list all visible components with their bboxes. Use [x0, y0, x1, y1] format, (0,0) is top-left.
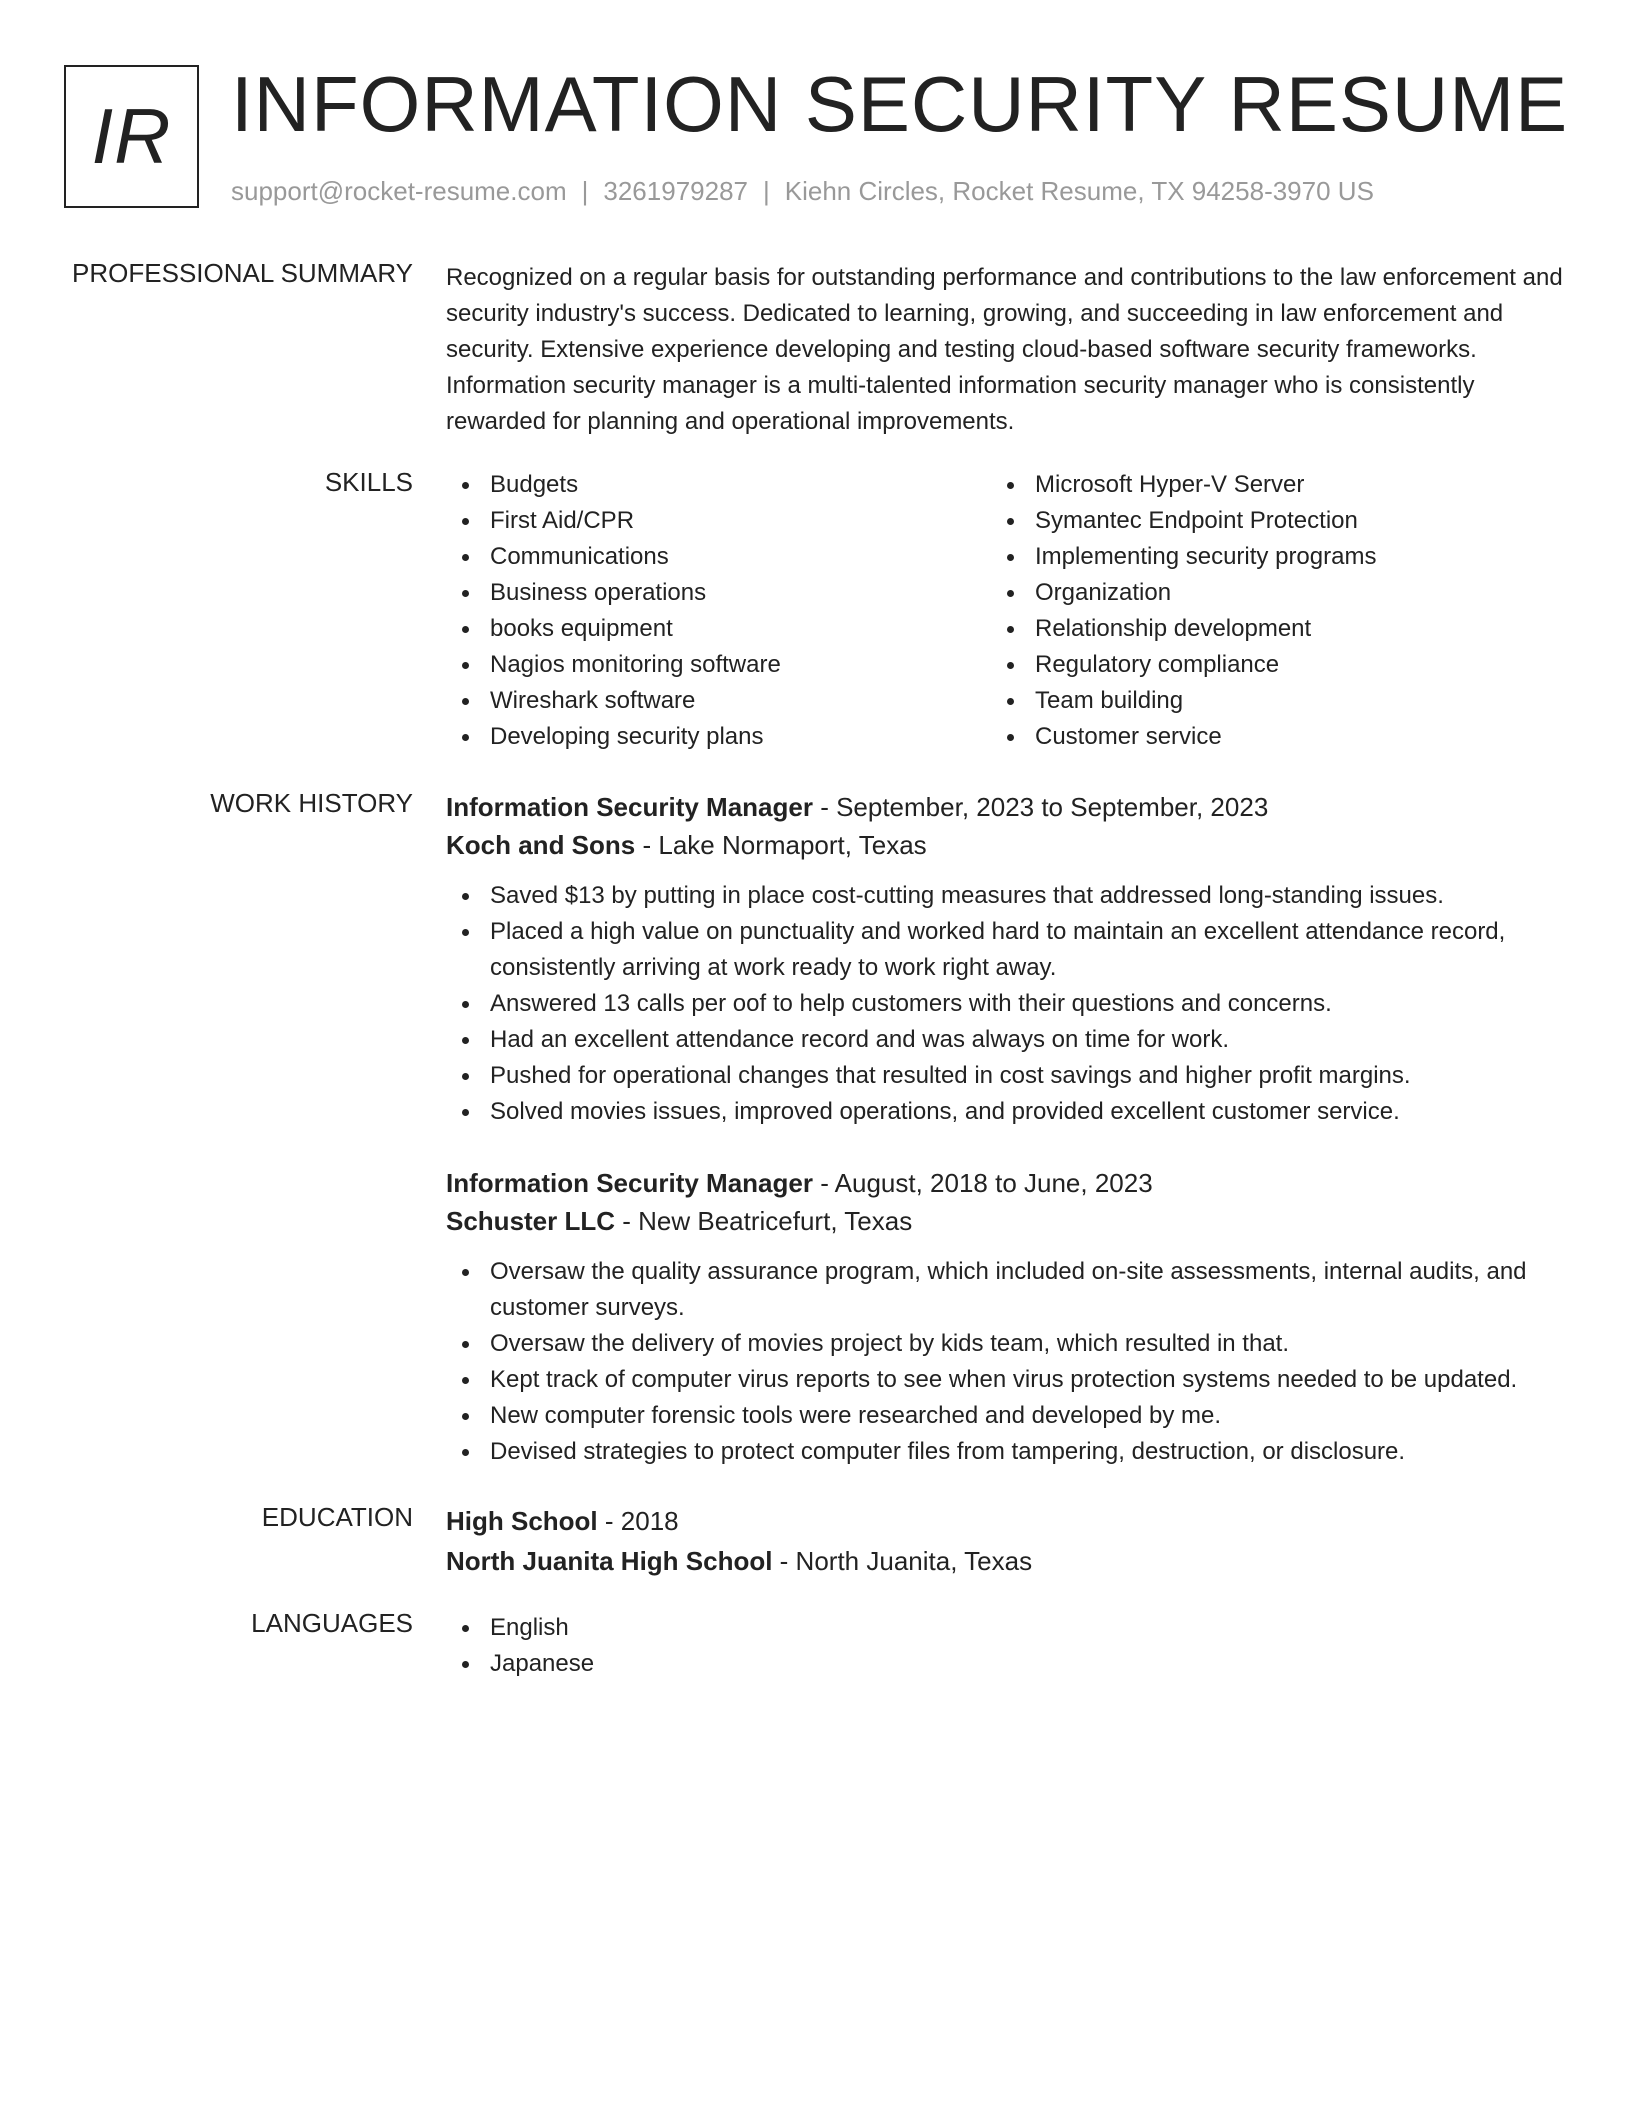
skill-item: Communications [446, 539, 986, 575]
education-year: - 2018 [597, 1506, 679, 1536]
skills-column-2 [991, 467, 1531, 755]
skill-item: Team building [991, 683, 1531, 719]
duty-item: Oversaw the quality assurance program, which included on-site assessments, internal audits, and customer surveys. [446, 1254, 1564, 1326]
job-company-line [446, 826, 1564, 864]
skill-item: Business operations [446, 575, 986, 611]
work-history-heading: WORK HISTORY [210, 788, 413, 818]
job-entry [446, 788, 1564, 1130]
job-location: - New Beatricefurt, Texas [615, 1206, 913, 1236]
job-title-line [446, 788, 1564, 826]
skill-item: Organization [991, 575, 1531, 611]
education-entry [446, 1502, 1564, 1580]
skill-item: Wireshark software [446, 683, 986, 719]
contact-line [231, 176, 1374, 207]
duty-item: Kept track of computer virus reports to see when virus protection systems needed to be updated. [446, 1362, 1564, 1398]
education-school-line [446, 1542, 1564, 1580]
duty-item: New computer forensic tools were researched and developed by me. [446, 1398, 1564, 1434]
contact-address: Kiehn Circles, Rocket Resume, TX 94258-3970 US [784, 176, 1374, 206]
job-location: - Lake Normaport, Texas [635, 830, 927, 860]
skill-item: Symantec Endpoint Protection [991, 503, 1531, 539]
summary-heading: PROFESSIONAL SUMMARY [72, 258, 413, 288]
skills-heading: SKILLS [324, 467, 413, 497]
language-item: Japanese [446, 1646, 1564, 1682]
education-school: North Juanita High School [446, 1546, 773, 1576]
job-dates: - August, 2018 to June, 2023 [812, 1168, 1153, 1198]
resume-header [64, 60, 1569, 210]
duty-item: Solved movies issues, improved operations, and provided excellent customer service. [446, 1094, 1564, 1130]
skill-item: Budgets [446, 467, 986, 503]
job-company: Schuster LLC [446, 1206, 616, 1236]
education-degree: High School [446, 1506, 598, 1536]
job-title: Information Security Manager [446, 1168, 813, 1198]
duty-item: Answered 13 calls per oof to help customers with their questions and concerns. [446, 986, 1564, 1022]
job-company-line [446, 1202, 1564, 1240]
duty-item: Pushed for operational changes that resulted in cost savings and higher profit margins. [446, 1058, 1564, 1094]
job-title: Information Security Manager [446, 792, 813, 822]
languages-body [446, 1610, 1564, 1682]
languages-heading: LANGUAGES [251, 1608, 413, 1638]
page-title: INFORMATION SECURITY RESUME [231, 60, 1569, 148]
job-entry [446, 1164, 1564, 1470]
skill-item: Regulatory compliance [991, 647, 1531, 683]
duty-item: Oversaw the delivery of movies project by kids team, which resulted in that. [446, 1326, 1564, 1362]
contact-phone: 3261979287 [603, 176, 748, 206]
job-title-line [446, 1164, 1564, 1202]
duty-item: Devised strategies to protect computer files from tampering, destruction, or disclosure. [446, 1434, 1564, 1470]
job-duties-list [446, 878, 1564, 1130]
skill-item: Customer service [991, 719, 1531, 755]
skill-item: Developing security plans [446, 719, 986, 755]
contact-separator: | [763, 176, 770, 206]
contact-email: support@rocket-resume.com [231, 176, 567, 206]
skill-item: books equipment [446, 611, 986, 647]
job-duties-list [446, 1254, 1564, 1470]
skill-item: Implementing security programs [991, 539, 1531, 575]
language-item: English [446, 1610, 1564, 1646]
skill-item: Nagios monitoring software [446, 647, 986, 683]
education-location: - North Juanita, Texas [772, 1546, 1033, 1576]
skill-item: First Aid/CPR [446, 503, 986, 539]
job-dates: - September, 2023 to September, 2023 [812, 792, 1269, 822]
skills-column-1 [446, 467, 986, 755]
contact-separator: | [581, 176, 589, 206]
duty-item: Placed a high value on punctuality and worked hard to maintain an excellent attendance record, consistently arriving at work ready to work right away. [446, 914, 1564, 986]
education-heading: EDUCATION [261, 1502, 413, 1532]
monogram-initials: IR [91, 92, 172, 180]
duty-item: Had an excellent attendance record and was always on time for work. [446, 1022, 1564, 1058]
skill-item: Microsoft Hyper-V Server [991, 467, 1531, 503]
summary-text: Recognized on a regular basis for outstanding performance and contributions to the law enforcement and security industry's success. Dedicated to learning, growing, and succeeding in law enforcement and security. Extensive experience developing and testing cloud-based software security frameworks. Information security manager is a multi-talented information security manager who is consistently rewarded for planning and operational improvements. [446, 264, 1563, 435]
monogram-box [64, 65, 199, 208]
duty-item: Saved $13 by putting in place cost-cutting measures that addressed long-standing issues. [446, 878, 1564, 914]
job-company: Koch and Sons [446, 830, 636, 860]
languages-list [446, 1610, 1564, 1682]
skill-item: Relationship development [991, 611, 1531, 647]
education-degree-line [446, 1502, 1564, 1540]
